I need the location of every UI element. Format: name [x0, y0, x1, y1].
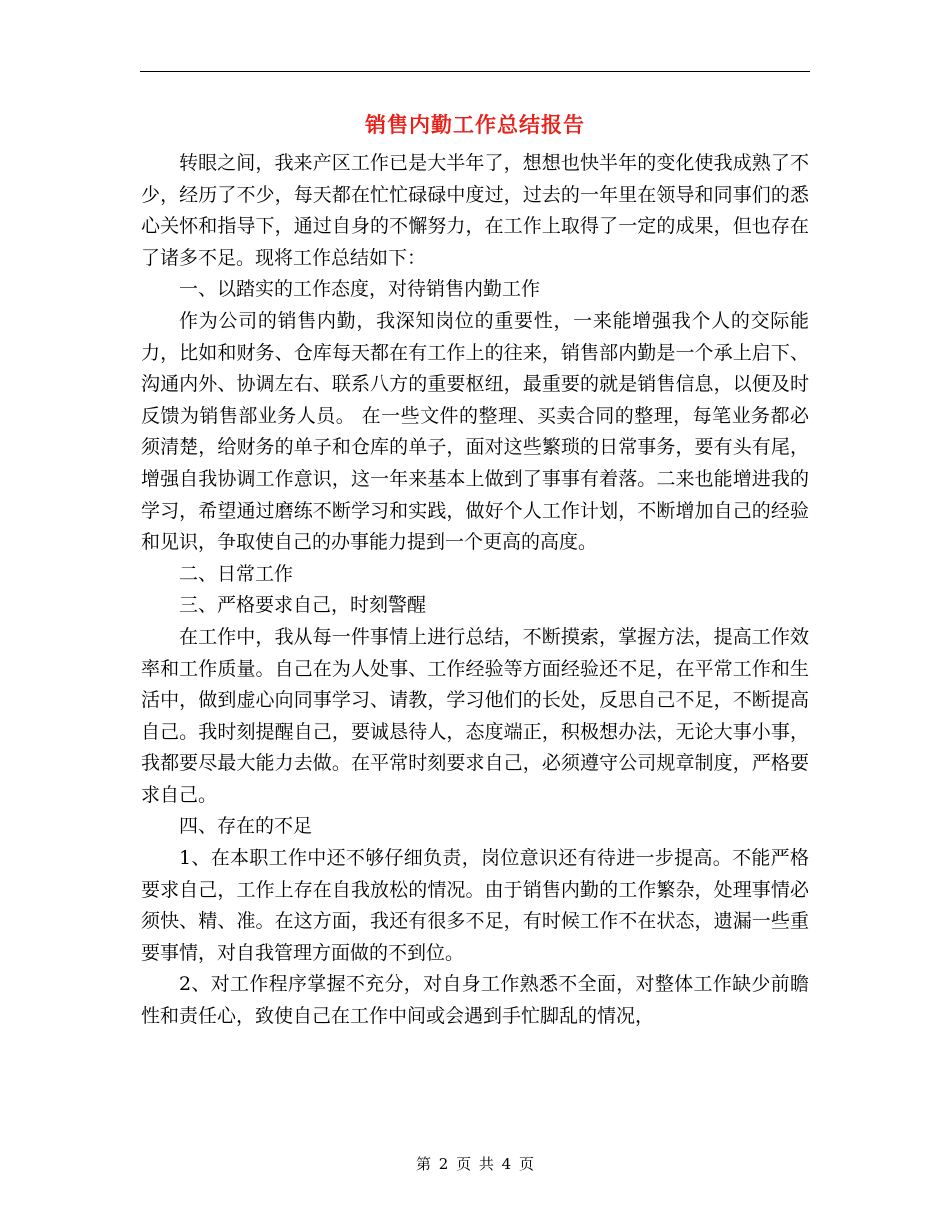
- paragraph-intro: 转眼之间，我来产区工作已是大半年了，想想也快半年的变化使我成熟了不少，经历了不少，每天都在忙忙碌碌中度过，过去的一年里在领导和同事们的悉心关怀和指导下，通过自身的不懈努力，在工作上取得了一定的成果，但也存在了诸多不足。现将工作总结如下：: [141, 152, 809, 269]
- section-heading-1: 一、以踏实的工作态度，对待销售内勤工作: [179, 278, 541, 301]
- document-title: 销售内勤工作总结报告: [365, 113, 585, 137]
- page-number: 第 2 页 共 4 页: [416, 1155, 534, 1173]
- paragraph-section-3: 在工作中，我从每一件事情上进行总结，不断摸索，掌握方法，提高工作效率和工作质量。自己在为人处事、工作经验等方面经验还不足，在平常工作和生活中，做到虚心向同事学习、请教，学习他们的长处，反思自己不足，不断提高自己。我时刻提醒自己，要诚恳待人，态度端正，积极想办法，无论大事小事，我都要尽最大能力去做。在平常时刻要求自己，必须遵守公司规章制度，严格要求自己。: [141, 625, 809, 806]
- section-heading-4: 四、存在的不足: [179, 815, 313, 838]
- paragraph-section-1: 作为公司的销售内勤，我深知岗位的重要性，一来能增强我个人的交际能力，比如和财务、仓库每天都在有工作上的往来，销售部内勤是一个承上启下、沟通内外、协调左右、联系八方的重要枢纽，最重要的就是销售信息，以便及时反馈为销售部业务人员。 在一些文件的整理、买卖合同的整理，每笔业务都必须清楚，给财务的单子和仓库的单子，面对这些繁琐的日常事务，要有头有尾，增强自我协调工作意识，这一年来基本上做到了事事有着落。二来也能增进我的学习，希望通过磨练不断学习和实践，做好个人工作计划，不断增加自己的经验和见识，争取使自己的办事能力提到一个更高的高度。: [141, 309, 809, 554]
- paragraph-shortcoming-1: 1、在本职工作中还不够仔细负责，岗位意识还有待进一步提高。不能严格要求自己，工作上存在自我放松的情况。由于销售内勤的工作繁杂，处理事情必须快、精、准。在这方面，我还有很多不足，有时候工作不在状态，遗漏一些重要事情，对自我管理方面做的不到位。: [141, 847, 809, 964]
- header-rule: [140, 71, 810, 72]
- paragraph-shortcoming-2: 2、对工作程序掌握不充分，对自身工作熟悉不全面，对整体工作缺少前瞻性和责任心，致使自己在工作中间或会遇到手忙脚乱的情况，: [141, 973, 809, 1028]
- section-heading-2: 二、日常工作: [179, 562, 294, 585]
- section-heading-3: 三、严格要求自己，时刻警醒: [179, 594, 427, 617]
- document-body: [141, 148, 809, 1033]
